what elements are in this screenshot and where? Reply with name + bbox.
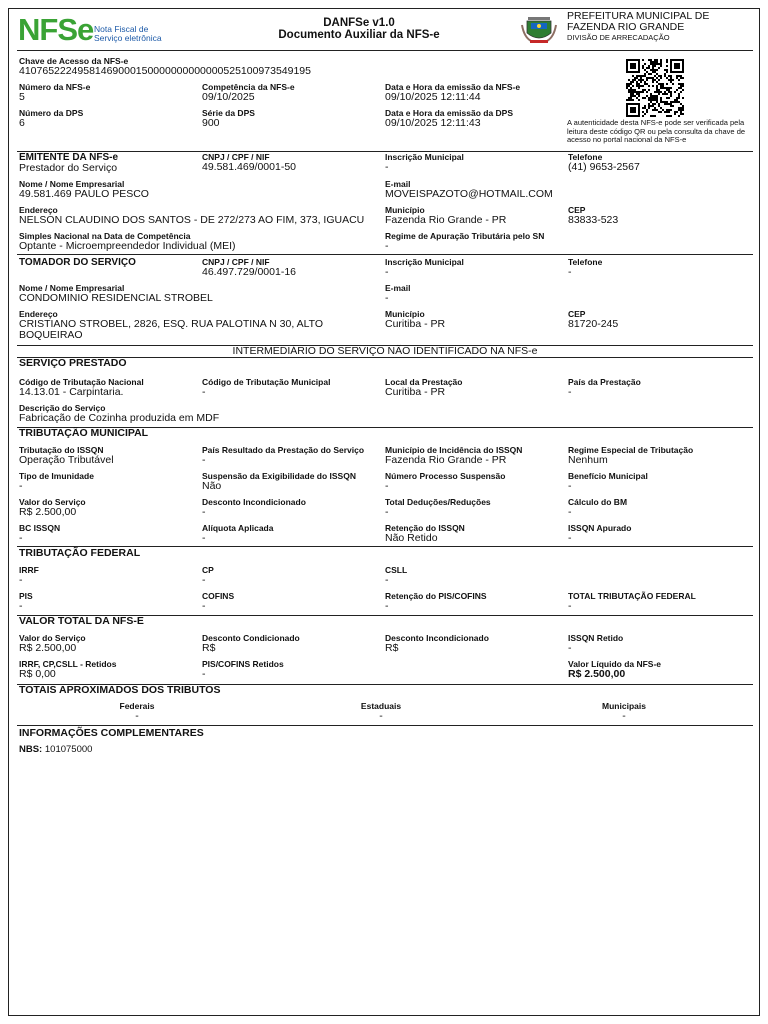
endereco-line1: CRISTIANO STROBEL, 2826, ESQ. RUA PALOTINA N 30, ALTO bbox=[19, 318, 324, 330]
nfse-logo-sub bbox=[94, 25, 162, 43]
numero-nfse-value: 5 bbox=[19, 91, 25, 103]
csll-label: CSLL bbox=[385, 565, 408, 575]
field-label: País Resultado da Prestação do Serviço bbox=[202, 445, 365, 455]
irrf-value: - bbox=[19, 574, 23, 586]
valor-liquido-label: Valor Líquido da NFS-e bbox=[568, 659, 662, 669]
im-value: - bbox=[385, 266, 389, 278]
trib-municipal-field bbox=[568, 523, 631, 544]
valor-liquido-value: R$ 2.500,00 bbox=[568, 668, 626, 680]
numero-nfse bbox=[19, 82, 90, 103]
numero-dps-value: 6 bbox=[19, 117, 25, 129]
serie-dps-label: Série da DPS bbox=[202, 108, 255, 118]
nome-value: CONDOMINIO RESIDENCIAL STROBEL bbox=[19, 292, 213, 304]
email-label: E-mail bbox=[385, 283, 411, 293]
serie-dps bbox=[202, 108, 255, 129]
trib-municipal-field bbox=[385, 471, 505, 492]
estaduais-label: Estaduais bbox=[360, 701, 402, 711]
cod-nac-label: Código de Tributação Nacional bbox=[19, 377, 144, 387]
field-value: - bbox=[202, 532, 206, 544]
chave-label: Chave de Acesso da NFS-e bbox=[19, 56, 129, 66]
nbs-line bbox=[19, 744, 92, 755]
field-value: Não bbox=[202, 480, 222, 492]
pis-label: PIS bbox=[19, 591, 33, 601]
tomador-header bbox=[19, 257, 136, 269]
field-label: Alíquota Aplicada bbox=[202, 523, 274, 533]
csll bbox=[385, 565, 407, 586]
cep-label: CEP bbox=[568, 205, 586, 215]
email-value: MOVEISPAZOTO@HOTMAIL.COM bbox=[385, 188, 553, 200]
pis-cofins-retidos-value: - bbox=[202, 668, 206, 680]
cp-value: - bbox=[202, 574, 206, 586]
municipio-value: Curitiba - PR bbox=[385, 318, 446, 330]
intermediario-notice: INTERMEDIÁRIO DO SERVIÇO NÃO IDENTIFICADO NA NFS-e bbox=[232, 345, 538, 357]
trib-municipal-field bbox=[19, 497, 86, 518]
emissao-dps-value: 09/10/2025 12:11:43 bbox=[385, 117, 481, 129]
cnpj-label: CNPJ / CPF / NIF bbox=[202, 152, 270, 162]
federais-value: - bbox=[135, 710, 139, 722]
retencao-value: - bbox=[385, 600, 389, 612]
desconto-incondicionado bbox=[385, 633, 489, 654]
csll-value: - bbox=[385, 574, 389, 586]
desconto-incond-label: Desconto Incondicionado bbox=[385, 633, 489, 643]
danfse-subtitle: Documento Auxiliar da NFS-e bbox=[278, 29, 440, 41]
valor-servico bbox=[19, 633, 86, 654]
divider bbox=[17, 357, 753, 358]
numero-nfse-label: Número da NFS-e bbox=[19, 82, 91, 92]
desconto-incond-value: R$ bbox=[385, 642, 399, 654]
pis-cofins-retidos-label: PIS/COFINS Retidos bbox=[202, 659, 284, 669]
divider bbox=[17, 50, 753, 51]
retidos-value: R$ 0,00 bbox=[19, 668, 56, 680]
telefone-label: Telefone bbox=[568, 152, 603, 162]
emitente-title: EMITENTE DA NFS-e bbox=[19, 152, 119, 163]
municipio-label: Município bbox=[385, 205, 425, 215]
field-value: - bbox=[385, 480, 389, 492]
logo-sub-line1: Nota Fiscal de bbox=[94, 24, 149, 34]
tomador-cep bbox=[568, 309, 618, 330]
tomador-nome bbox=[19, 283, 213, 304]
emissao-nfse-label: Data e Hora da emissão da NFS-e bbox=[385, 82, 521, 92]
im-label: Inscrição Municipal bbox=[385, 257, 464, 267]
nbs-value: 101075000 bbox=[44, 744, 93, 755]
nfse-logo bbox=[18, 14, 178, 48]
numero-dps-label: Número da DPS bbox=[19, 108, 84, 118]
trib-municipal-field bbox=[568, 445, 693, 466]
totais-estaduais bbox=[331, 701, 431, 722]
divider bbox=[17, 725, 753, 726]
endereco-line2: BOQUEIRAO bbox=[19, 329, 83, 341]
competencia-label: Competência da NFS-e bbox=[202, 82, 295, 92]
total-trib-federal bbox=[568, 591, 696, 612]
field-label: BC ISSQN bbox=[19, 523, 61, 533]
pis-cofins-retidos bbox=[202, 659, 284, 680]
nome-label: Nome / Nome Empresarial bbox=[19, 179, 125, 189]
logo-sub-line2: Serviço eletrônica bbox=[94, 33, 162, 43]
emissao-nfse bbox=[385, 82, 520, 103]
trib-municipal-field bbox=[202, 471, 356, 492]
cnpj-label: CNPJ / CPF / NIF bbox=[202, 257, 270, 267]
desc-value: Fabricação de Cozinha produzida em MDF bbox=[19, 412, 220, 424]
field-label: Desconto Incondicionado bbox=[202, 497, 306, 507]
emitente-subtitle: Prestador do Serviço bbox=[19, 162, 118, 174]
emitente-cnpj bbox=[202, 152, 296, 173]
emitente-cep bbox=[568, 205, 618, 226]
danfse-document bbox=[8, 8, 760, 1016]
simples-label: Simples Nacional na Data de Competência bbox=[19, 231, 191, 241]
divisao-arrecadacao: DIVISÃO DE ARRECADAÇÃO bbox=[567, 33, 670, 42]
field-label: Valor do Serviço bbox=[19, 497, 86, 507]
issqn-retido bbox=[568, 633, 623, 654]
field-value: - bbox=[202, 506, 206, 518]
tomador-endereco bbox=[19, 309, 323, 341]
competencia bbox=[202, 82, 295, 103]
info-title: INFORMAÇÕES COMPLEMENTARES bbox=[19, 727, 204, 739]
field-value: R$ 2.500,00 bbox=[19, 506, 77, 518]
cofins-label: COFINS bbox=[202, 591, 235, 601]
emitente-im bbox=[385, 152, 464, 173]
field-value: - bbox=[568, 480, 572, 492]
telefone-label: Telefone bbox=[568, 257, 603, 267]
prefeitura-line2: FAZENDA RIO GRANDE bbox=[567, 21, 685, 33]
cep-value: 83833-523 bbox=[568, 214, 619, 226]
tomador-email bbox=[385, 283, 411, 304]
im-label: Inscrição Municipal bbox=[385, 152, 464, 162]
local-prestacao bbox=[385, 377, 462, 398]
trib-municipal-title: TRIBUTAÇÃO MUNICIPAL bbox=[19, 427, 149, 439]
tomador-municipio bbox=[385, 309, 445, 330]
nfse-logo-text: NFSe bbox=[18, 12, 94, 47]
cofins-value: - bbox=[202, 600, 206, 612]
field-value: Não Retido bbox=[385, 532, 438, 544]
pais-label: País da Prestação bbox=[568, 377, 641, 387]
cp bbox=[202, 565, 214, 586]
total-federal-label: TOTAL TRIBUTAÇÃO FEDERAL bbox=[568, 591, 696, 601]
field-value: - bbox=[202, 454, 206, 466]
serie-dps-value: 900 bbox=[202, 117, 220, 129]
field-label: ISSQN Apurado bbox=[568, 523, 632, 533]
descricao-servico bbox=[19, 403, 219, 424]
im-value: - bbox=[385, 161, 389, 173]
regime-value: - bbox=[385, 240, 389, 252]
retencao-pis-cofins bbox=[385, 591, 487, 612]
field-label: Total Deduções/Reduções bbox=[385, 497, 491, 507]
municipio-label: Município bbox=[385, 309, 425, 319]
trib-municipal-field bbox=[19, 523, 60, 544]
emissao-dps bbox=[385, 108, 513, 129]
municipio-value: Fazenda Rio Grande - PR bbox=[385, 214, 507, 226]
qr-code-icon bbox=[626, 59, 684, 117]
emitente-telefone bbox=[568, 152, 640, 173]
emitente-email bbox=[385, 179, 553, 200]
field-label: Tipo de Imunidade bbox=[19, 471, 94, 481]
simples-value: Optante - Microempreendedor Individual (MEI) bbox=[19, 240, 236, 252]
desconto-cond-value: R$ bbox=[202, 642, 216, 654]
desconto-cond-label: Desconto Condicionado bbox=[202, 633, 300, 643]
prefeitura-line1: PREFEITURA MUNICIPAL DE bbox=[567, 10, 710, 22]
field-value: - bbox=[19, 532, 23, 544]
nome-label: Nome / Nome Empresarial bbox=[19, 283, 125, 293]
cp-label: CP bbox=[202, 565, 214, 575]
estaduais-value: - bbox=[379, 710, 383, 722]
valor-total-title: VALOR TOTAL DA NFS-E bbox=[19, 615, 144, 627]
emitente-municipio bbox=[385, 205, 506, 226]
field-label: Tributação do ISSQN bbox=[19, 445, 104, 455]
field-label: Município de Incidência do ISSQN bbox=[385, 445, 523, 455]
competencia-value: 09/10/2025 bbox=[202, 91, 255, 103]
pis bbox=[19, 591, 33, 612]
emitente-regime bbox=[385, 231, 544, 252]
field-label: Benefício Municipal bbox=[568, 471, 648, 481]
municipais-label: Municipais bbox=[602, 701, 646, 711]
trib-municipal-field bbox=[202, 445, 364, 466]
servico-title: SERVIÇO PRESTADO bbox=[19, 357, 127, 369]
trib-federal-title: TRIBUTAÇÃO FEDERAL bbox=[19, 547, 141, 559]
valor-servico-value: R$ 2.500,00 bbox=[19, 642, 77, 654]
cod-mun-value: - bbox=[202, 386, 206, 398]
trib-municipal-field bbox=[385, 523, 465, 544]
irrf bbox=[19, 565, 39, 586]
field-value: - bbox=[19, 480, 23, 492]
field-value: Operação Tributável bbox=[19, 454, 114, 466]
trib-municipal-field bbox=[568, 497, 627, 518]
cep-label: CEP bbox=[568, 309, 586, 319]
cod-trib-nacional bbox=[19, 377, 144, 398]
trib-municipal-field bbox=[19, 445, 114, 466]
field-value: Fazenda Rio Grande - PR bbox=[385, 454, 507, 466]
trib-municipal-field bbox=[19, 471, 94, 492]
chave-acesso bbox=[19, 56, 311, 77]
prefeitura-header bbox=[567, 11, 709, 43]
field-label: Suspensão da Exigibilidade do ISSQN bbox=[202, 471, 356, 481]
desc-label: Descrição do Serviço bbox=[19, 403, 106, 413]
chave-value: 41076522249581469000150000000000000525100973549195 bbox=[19, 65, 311, 77]
pis-value: - bbox=[19, 600, 23, 612]
trib-municipal-field bbox=[385, 445, 522, 466]
issqn-retido-value: - bbox=[568, 642, 572, 654]
field-value: Nenhum bbox=[568, 454, 608, 466]
irrf-cp-csll-retidos bbox=[19, 659, 116, 680]
emitente-simples bbox=[19, 231, 236, 252]
danfse-title: DANFSe v1.0 bbox=[323, 17, 395, 29]
trib-municipal-field bbox=[202, 497, 306, 518]
telefone-value: (41) 9653-2567 bbox=[568, 161, 640, 173]
retencao-label: Retenção do PIS/COFINS bbox=[385, 591, 487, 601]
desconto-condicionado bbox=[202, 633, 300, 654]
trib-municipal-field bbox=[202, 523, 273, 544]
field-label: Retenção do ISSQN bbox=[385, 523, 465, 533]
municipal-coat-of-arms-icon bbox=[521, 15, 557, 45]
totais-federais bbox=[87, 701, 187, 722]
email-value: - bbox=[385, 292, 389, 304]
field-label: Cálculo do BM bbox=[568, 497, 628, 507]
cofins bbox=[202, 591, 234, 612]
nbs-label: NBS: bbox=[19, 744, 43, 755]
emissao-dps-label: Data e Hora da emissão da DPS bbox=[385, 108, 514, 118]
emitente-endereco bbox=[19, 205, 364, 226]
local-label: Local da Prestação bbox=[385, 377, 463, 387]
cnpj-value: 46.497.729/0001-16 bbox=[202, 266, 297, 278]
federais-label: Federais bbox=[119, 701, 155, 711]
municipais-value: - bbox=[622, 710, 626, 722]
trib-municipal-field bbox=[385, 497, 491, 518]
nome-value: 49.581.469 PAULO PESCO bbox=[19, 188, 149, 200]
field-value: - bbox=[385, 506, 389, 518]
regime-label: Regime de Apuração Tributária pelo SN bbox=[385, 231, 545, 241]
tomador-title: TOMADOR DO SERVIÇO bbox=[19, 257, 136, 268]
local-value: Curitiba - PR bbox=[385, 386, 446, 398]
numero-dps bbox=[19, 108, 83, 129]
total-federal-value: - bbox=[568, 600, 572, 612]
field-label: Número Processo Suspensão bbox=[385, 471, 506, 481]
cod-trib-municipal bbox=[202, 377, 330, 398]
totais-title: TOTAIS APROXIMADOS DOS TRIBUTOS bbox=[19, 684, 221, 696]
cep-value: 81720-245 bbox=[568, 318, 619, 330]
document-title bbox=[229, 17, 489, 42]
field-value: - bbox=[568, 506, 572, 518]
tomador-cnpj bbox=[202, 257, 296, 278]
endereco-label: Endereço bbox=[19, 309, 58, 319]
emissao-nfse-value: 09/10/2025 12:11:44 bbox=[385, 91, 481, 103]
totais-municipais bbox=[574, 701, 674, 722]
field-label: Regime Especial de Tributação bbox=[568, 445, 694, 455]
valor-servico-label: Valor do Serviço bbox=[19, 633, 86, 643]
irrf-label: IRRF bbox=[19, 565, 39, 575]
pais-prestacao bbox=[568, 377, 641, 398]
tomador-telefone bbox=[568, 257, 602, 278]
endereco-value: NELSON CLAUDINO DOS SANTOS - DE 272/273 AO FIM, 373, IGUACU bbox=[19, 214, 365, 226]
cod-mun-label: Código de Tributação Municipal bbox=[202, 377, 331, 387]
email-label: E-mail bbox=[385, 179, 411, 189]
field-value: - bbox=[568, 532, 572, 544]
divider bbox=[17, 254, 753, 255]
pais-value: - bbox=[568, 386, 572, 398]
qr-note: A autenticidade desta NFS-e pode ser verificada pela leitura deste código QR ou pela consulta da chave de acesso no portal nacional da NFS-e bbox=[567, 118, 746, 144]
emitente-header bbox=[19, 152, 118, 174]
valor-liquido bbox=[568, 659, 661, 680]
issqn-retido-label: ISSQN Retido bbox=[568, 633, 624, 643]
endereco-label: Endereço bbox=[19, 205, 58, 215]
trib-municipal-field bbox=[568, 471, 648, 492]
telefone-value: - bbox=[568, 266, 572, 278]
emitente-nome bbox=[19, 179, 149, 200]
tomador-im bbox=[385, 257, 464, 278]
cod-nac-value: 14.13.01 - Carpintaria. bbox=[19, 386, 124, 398]
cnpj-value: 49.581.469/0001-50 bbox=[202, 161, 297, 173]
retidos-label: IRRF, CP,CSLL - Retidos bbox=[19, 659, 117, 669]
